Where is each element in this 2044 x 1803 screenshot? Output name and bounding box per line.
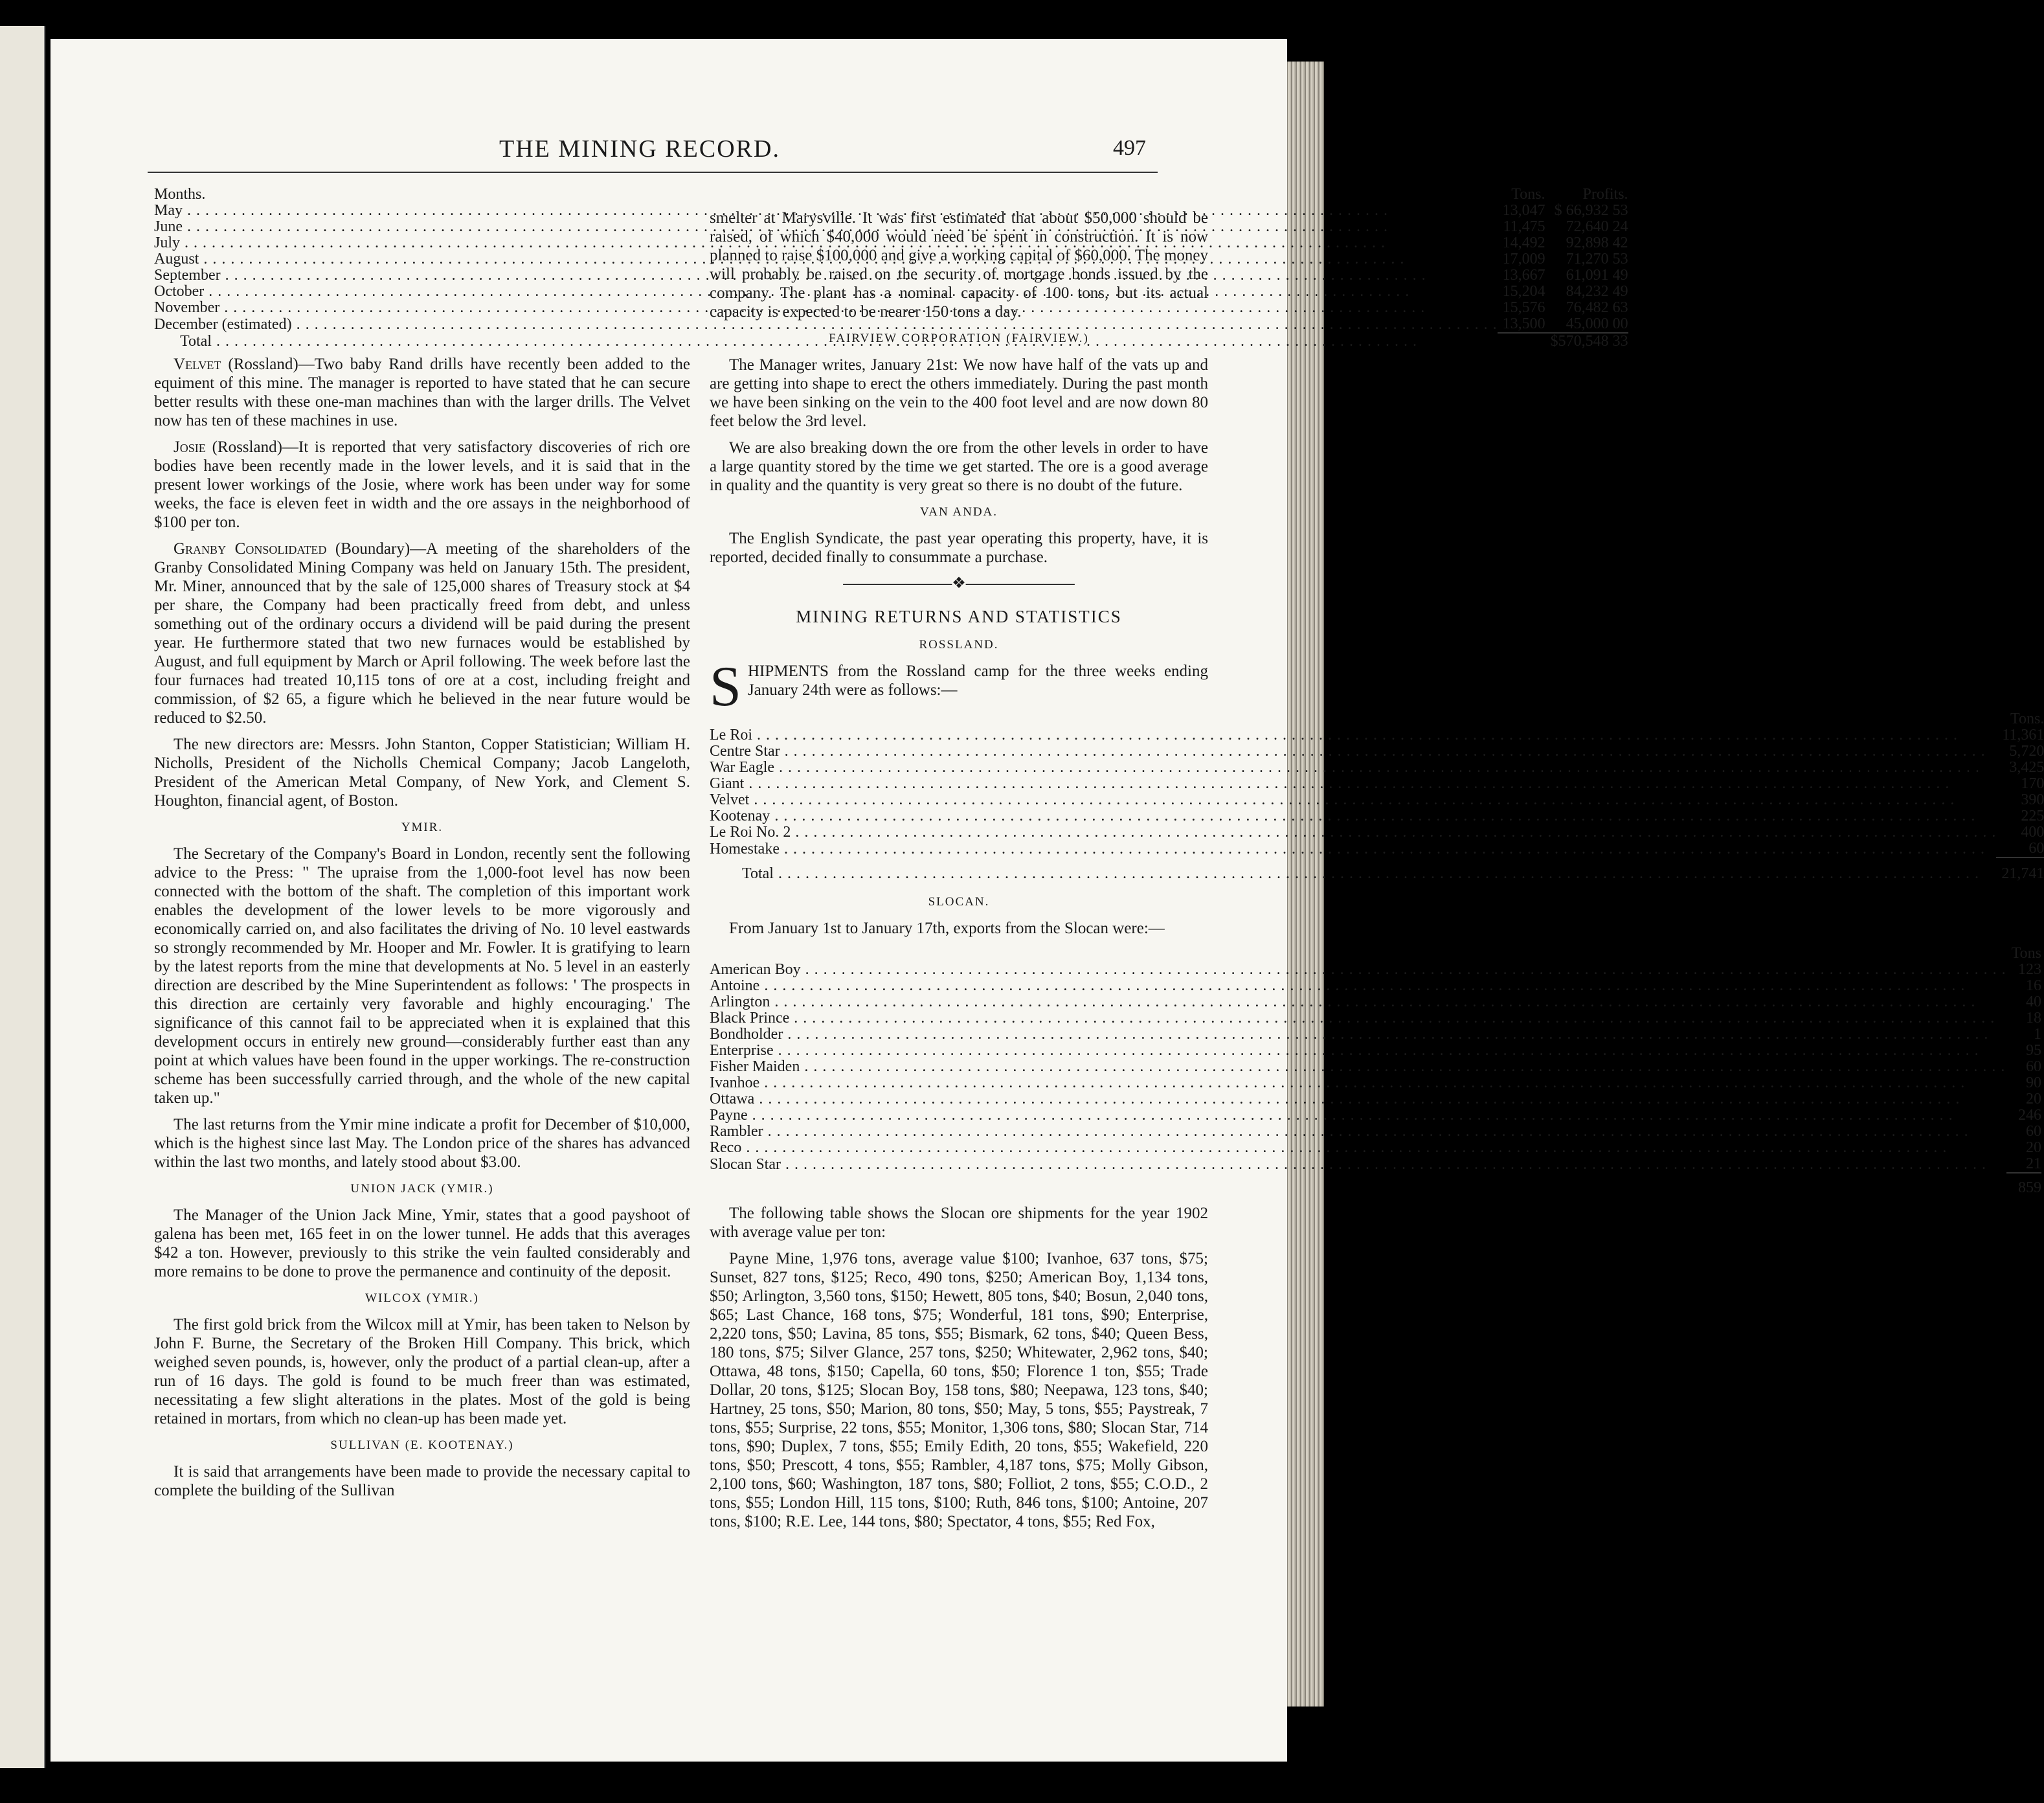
month-cell: July . . .	[154, 235, 1498, 251]
table-row	[710, 792, 2044, 808]
profit-cell: 76,482 63	[1566, 299, 1628, 316]
profit-cell: 61,091 49	[1566, 267, 1628, 284]
section-ornament: ———————❖———————	[843, 575, 1075, 592]
slocan-intro: From January 1st to January 17th, exports from the Slocan were:—	[729, 920, 1165, 937]
tons-cell: 60	[2025, 1123, 2041, 1140]
mine-name-cell: Slocan Star . . .	[710, 1156, 2006, 1173]
fairview-paragraph-1: The Manager writes, January 21st: We now have half of the vats up and are getting into shape to erect the others immediately. During the past month we have been sinking on the vein to the 400 foot level and are now down 80 feet below the 3rd level.	[710, 356, 1208, 430]
mine-name-cell: Homestake . . .	[710, 841, 1996, 857]
rossland-total-row	[710, 857, 2044, 882]
rossland-intro	[710, 655, 1208, 718]
table-row	[710, 962, 2041, 978]
tons-cell: 170	[2021, 775, 2044, 792]
tons-cell: 95	[2025, 1042, 2041, 1059]
month-cell: June . . .	[154, 219, 1498, 235]
tons-cell: 17,009	[1502, 251, 1545, 267]
table-row	[710, 1156, 2041, 1173]
profit-cell: $ 66,932 53	[1554, 202, 1628, 219]
slocan-total-row	[710, 1173, 2041, 1196]
table-row	[710, 776, 2044, 792]
mine-name-cell: Le Roi No. 2 . . .	[710, 824, 1996, 841]
rossland-heading: ROSSLAND.	[919, 638, 999, 652]
tons-cell: 1	[2033, 1026, 2041, 1043]
table-row	[710, 760, 2044, 776]
rossland-total-label: Total . . .	[710, 857, 1996, 882]
fairview-paragraph-2: We are also breaking down the ore from the other levels in order to have a large quantity stored by the time we get started. The ore is a good average in quality and the quantity is very great so there is no doubt of the future.	[710, 439, 1208, 494]
tons-cell: 13,500	[1502, 315, 1545, 332]
table-row	[710, 1124, 2041, 1140]
tons-cell: 21	[2025, 1155, 2041, 1172]
table-row	[710, 1091, 2041, 1107]
velvet-body: (Rossland)—Two baby Rand drills have recently been added to the equiment of this mine. The manager is reported to have stated that he can secure better results with these one-man machines than with the larger drills. The Velvet now has ten of these machines in use.	[154, 356, 690, 429]
union-jack-paragraph: The Manager of the Union Jack Mine, Ymir, states that a good payshoot of galena has been met, 165 feet in on the lower tunnel. He adds that this averages $42 a ton. However, previously to this strike the vein faulted considerably and more remains to be done to prove the permanence and continuity of the deposit.	[154, 1207, 690, 1280]
table-row	[710, 727, 2044, 743]
tons-cell: 123	[2017, 961, 2041, 978]
granby-body: (Boundary)—A meeting of the shareholders of the Granby Consolidated Mining Company was held on January 15th. The president, Mr. Miner, announced that by the sale of 125,000 shares of Treasury stock at $4 per share, the Company had been practically freed from debt, and unless something out of the ordinary occurs a dividend will be paid during the present year. He furthermore stated that two new furnaces would be established by August, and full equipment by March or April following. The week before last the four furnaces had treated 10,115 tons of ore at a cost, including freight and commission, of $2 65, a figure which he believed in the near future would be reduced to $2.50.	[154, 540, 690, 727]
month-cell: December (estimated) . . .	[154, 316, 1498, 333]
mine-name-josie: Josie	[174, 438, 206, 456]
van-anda-heading: VAN ANDA.	[919, 505, 998, 519]
slocan-total: 859	[2006, 1173, 2041, 1196]
ymir-heading: YMIR.	[401, 821, 444, 834]
mine-name-cell: Velvet . . .	[710, 792, 1996, 808]
slocan-rows	[710, 962, 2041, 1173]
tons-cell: 15,576	[1502, 299, 1545, 316]
ymir-paragraph-2: The last returns from the Ymir mine indicate a profit for December of $10,000, which is the highest since last May. The London price of the shares has advanced within the last two months, and lately stood about $3.00.	[154, 1116, 690, 1171]
total-profit: $570,548 33	[1545, 333, 1628, 350]
rossland-shipments-table	[710, 711, 2044, 882]
tons-cell: 60	[2028, 840, 2044, 857]
union-jack-heading: UNION JACK (YMIR.)	[350, 1182, 494, 1196]
velvet-paragraph	[154, 355, 690, 430]
tons-cell: 3,425	[2009, 759, 2044, 776]
running-header-title: THE MINING RECORD.	[499, 135, 780, 163]
tons-cell: 13,667	[1502, 267, 1545, 284]
tons-cell: 90	[2025, 1074, 2041, 1091]
column-header-profits: Profits.	[1582, 186, 1628, 203]
van-anda-paragraph: The English Syndicate, the past year operating this property, have, it is reported, decided finally to consummate a purchase.	[710, 530, 1208, 566]
mine-name-cell: Payne . . .	[710, 1107, 2006, 1124]
mine-name-cell: Rambler . . .	[710, 1124, 2006, 1140]
table-row	[710, 841, 2044, 857]
profit-cell: 92,898 42	[1566, 234, 1628, 251]
fairview-heading: FAIRVIEW CORPORATION (FAIRVIEW.)	[829, 332, 1089, 345]
tons-cell: 13,047	[1502, 202, 1545, 219]
profit-cell: 71,270 53	[1566, 251, 1628, 267]
mine-name-cell: Reco . . .	[710, 1140, 2006, 1156]
month-cell: October . . .	[154, 284, 1498, 300]
tons-cell: 60	[2025, 1058, 2041, 1075]
returns-heading: MINING RETURNS AND STATISTICS	[796, 607, 1122, 626]
book-page	[51, 39, 2044, 1762]
tons-cell: 225	[2021, 808, 2044, 824]
tons-cell: 11,475	[1503, 218, 1545, 235]
month-cell: November . . .	[154, 300, 1498, 316]
tons-cell: 11,361	[2002, 727, 2044, 743]
profit-cell: 72,640 24	[1566, 218, 1628, 235]
drop-cap: S	[710, 655, 741, 718]
table-row	[710, 1010, 2041, 1026]
column-header-months: Months.	[154, 186, 206, 203]
granby-paragraph	[154, 539, 690, 727]
table-row	[710, 994, 2041, 1010]
facing-page-edge	[0, 26, 45, 1768]
slocan-1902-body: Payne Mine, 1,976 tons, average value $100; Ivanhoe, 637 tons, $75; Sunset, 827 tons, $125; Reco, 490 tons, $250; American Boy, 1,134 tons, $50; Arlington, 3,560 tons, $150; Hewett, 805 tons, $40; Bosun, 2,040 tons, $65; Last Chance, 168 tons, $75; Wonderful, 181 tons, $90; Enterprise, 2,220 tons, $50; Lavina, 85 tons, $55; Bismark, 62 tons, $40; Queen Bess, 180 tons, $75; Silver Glance, 257 tons, $250; Whitewater, 2,962 tons, $40; Ottawa, 48 tons, $150; Capella, 60 tons, $50; Florence 1 ton, $55; Trade Dollar, 20 tons, $125; Slocan Boy, 158 tons, $80; Neepawa, 123 tons, $40; Hartney, 25 tons, $50; Marion, 80 tons, $50; May, 5 tons, $55; Paystreak, 7 tons, $55; Surprise, 22 tons, $55; Monitor, 1,306 tons, $80; Slocan Star, 714 tons, $90; Duplex, 7 tons, $55; Emily Edith, 20 tons, $55; Wakefield, 220 tons, $50; Prescott, 4 tons, $55; Rambler, 4,187 tons, $75; Molly Gibson, 2,100 tons, $60; Washington, 187 tons, $80; Folliot, 2 tons, $55; C.O.D., 2 tons, $55; London Hill, 115 tons, $100; Ruth, 846 tons, $100; Antoine, 207 tons, $100; R.E. Lee, 144 tons, $80; Spectator, 4 tons, $55; Red Fox,	[710, 1250, 1208, 1530]
josie-body: (Rossland)—It is reported that very satisfactory discoveries of rich ore bodies have been recently made in the lower levels, and it is said that in the present lower workings of the Josie, where work has been under way for some weeks, the face is eleven feet in width and the ore assays in the neighborhood of $100 per ton.	[154, 438, 690, 531]
mine-name-cell: Ivanhoe . . .	[710, 1075, 2006, 1091]
mine-name-cell: Black Prince . . .	[710, 1010, 2006, 1026]
mine-name-cell: Enterprise . . .	[710, 1043, 2006, 1059]
table-row	[710, 1026, 2041, 1043]
rossland-rows	[710, 727, 2044, 857]
smelter-paragraph: smelter at Marysville. It was first estimated that about $50,000 should be raised, of which $40,000 would need be spent in construction. It is now planned to raise $100,000 and give a working capital of $60,000. The money will probably be raised on the security of mortgage bonds issued by the company. The plant has a nominal capacity of 100 tons, but its actual capacity is expected to be nearer 150 tons a day.	[710, 209, 1208, 321]
sullivan-heading: SULLIVAN (E. KOOTENAY.)	[330, 1438, 514, 1452]
sullivan-paragraph: It is said that arrangements have been made to provide the necessary capital to complete the building of the Sullivan	[154, 1463, 690, 1499]
month-cell: August . . .	[154, 251, 1498, 267]
table-row	[710, 1043, 2041, 1059]
wilcox-heading: WILCOX (YMIR.)	[365, 1291, 479, 1305]
tons-cell: 20	[2025, 1091, 2041, 1107]
mine-name-cell: Giant . . .	[710, 776, 1996, 792]
profit-cell: 45,000 00	[1566, 315, 1628, 332]
slocan-1902-intro: The following table shows the Slocan ore shipments for the year 1902 with average value per ton:	[710, 1205, 1208, 1241]
table-row	[710, 978, 2041, 994]
slocan-exports-table	[710, 946, 2041, 1196]
table-row	[710, 824, 2044, 841]
month-cell: May . . .	[154, 203, 1498, 219]
wilcox-paragraph: The first gold brick from the Wilcox mill at Ymir, has been taken to Nelson by John F. Burne, the Secretary of the Broken Hill Company. This brick, which weighed seven pounds, is, however, only the product of a partial clean-up, after a run of 16 days. The gold is found to be much freer than was estimated, necessitating a few slight alterations in the plates. Most of the gold is being retained in mortars, from which no clean-up has been made yet.	[154, 1316, 690, 1427]
table-row	[710, 1059, 2041, 1075]
directors-paragraph: The new directors are: Messrs. John Stanton, Copper Statistician; William H. Nicholls, President of the Nicholls Chemical Company; Jacob Langeloth, President of the American Metal Company, of New York, and Clement S. Houghton, financial agent, of Boston.	[154, 736, 690, 810]
table-header-row	[154, 187, 1628, 203]
mine-name-velvet: Velvet	[174, 356, 221, 373]
mine-name-cell: Bondholder . . .	[710, 1026, 2006, 1043]
header-rule	[148, 172, 1158, 173]
mine-name-cell: Arlington . . .	[710, 994, 2006, 1010]
mine-name-cell: Le Roi . . .	[710, 727, 1996, 743]
mine-name-cell: American Boy . . .	[710, 962, 2006, 978]
ymir-paragraph-1: The Secretary of the Company's Board in London, recently sent the following advice to the Press: " The upraise from the 1,000-foot level has now been connected with the bottom of the shaft. The completion of this important work enables the development of the lower levels to be more vigorously and economically carried on, and also facilitates the driving of No. 10 level eastwards so strongly recommended by Mr. Hooper and Mr. Fowler. It is gratifying to learn by the latest reports from the mine that developments at No. 5 level in an easterly direction are described by the Mine Superintendent as follows: ' The prospects in this direction are certainly very favorable and highly encouraging.' The significance of this cannot fail to be appreciated when it is explained that this development occurs in entirely new ground—considerably further east than any point at which values have been found in the upper workings. The re-construction scheme has been successfully carried through, and the whole of the new capital taken up."	[154, 845, 690, 1107]
rossland-total: 21,741	[1996, 857, 2044, 882]
mine-name-cell: Ottawa . . .	[710, 1091, 2006, 1107]
tons-cell: 16	[2025, 977, 2041, 994]
table-row	[710, 808, 2044, 824]
table-row	[710, 743, 2044, 760]
josie-paragraph	[154, 438, 690, 532]
profit-cell: 84,232 49	[1566, 283, 1628, 300]
tons-cell: 14,492	[1502, 234, 1545, 251]
rossland-intro-text: HIPMENTS from the Rossland camp for the three weeks ending January 24th were as follows:—	[747, 663, 1208, 699]
tons-cell: 5,720	[2009, 743, 2044, 760]
tons-cell: 18	[2025, 1010, 2041, 1026]
slocan-unit: Tons	[2011, 945, 2041, 962]
mine-name-cell: Kootenay . . .	[710, 808, 1996, 824]
tons-cell: 40	[2025, 993, 2041, 1010]
tons-cell: 15,204	[1502, 283, 1545, 300]
table-row	[710, 1140, 2041, 1156]
table-row	[710, 1075, 2041, 1091]
slocan-heading: SLOCAN.	[928, 895, 990, 909]
total-label: Total . . .	[154, 333, 1498, 350]
tons-cell: 390	[2021, 791, 2044, 808]
rossland-unit: Tons.	[2010, 710, 2044, 727]
mine-name-cell: Centre Star . . .	[710, 743, 1996, 760]
table-row	[710, 1107, 2041, 1124]
mine-name-granby: Granby Consolidated	[174, 540, 327, 558]
mine-name-cell: War Eagle . . .	[710, 760, 1996, 776]
month-cell: September . . .	[154, 267, 1498, 284]
tons-cell: 20	[2025, 1139, 2041, 1156]
page-number: 497	[1113, 136, 1146, 160]
tons-cell: 246	[2017, 1107, 2041, 1124]
column-header-tons: Tons.	[1511, 186, 1545, 203]
mine-name-cell: Fisher Maiden . . .	[710, 1059, 2006, 1075]
tons-cell: 400	[2021, 824, 2044, 841]
mine-name-cell: Antoine . . .	[710, 978, 2006, 994]
